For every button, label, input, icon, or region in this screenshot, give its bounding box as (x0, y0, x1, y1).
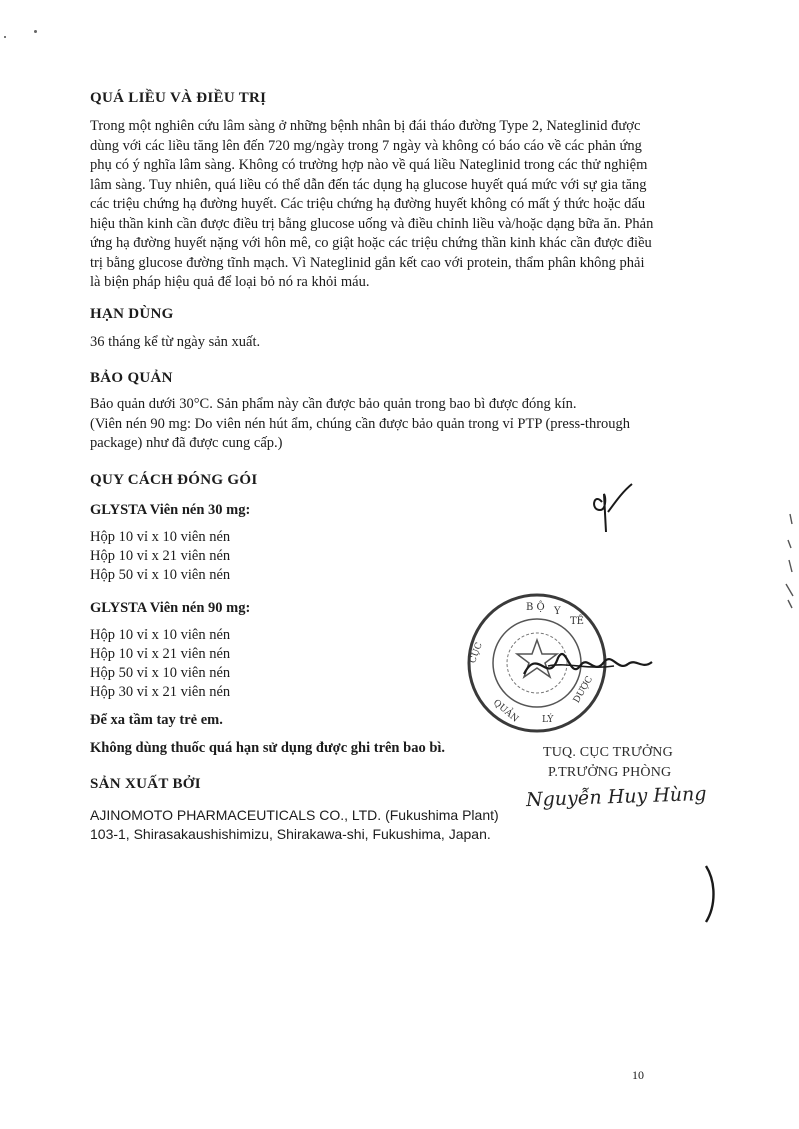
tablet-30mg-list (90, 528, 230, 585)
scan-speck (4, 36, 6, 38)
approval-line-2: P.TRƯỞNG PHÒNG (548, 765, 672, 780)
list-item: Hộp 30 vỉ x 21 viên nén (90, 684, 231, 700)
signer-name: Nguyễn Huy Hùng (525, 782, 707, 812)
manufacturer-name: AJINOMOTO PHARMACEUTICALS CO., LTD. (Fukushima Plant) (90, 807, 499, 823)
overdose-line: các triệu chứng hạ đường huyết. Các triệu chứng hạ đường huyết không có mất ý thức hoặc dấu (90, 196, 646, 212)
shelf-life-text: 36 tháng kể từ ngày sản xuất. (90, 334, 261, 350)
storage-paragraph (90, 395, 722, 454)
expiry-warning: Không dùng thuốc quá hạn sử dụng được ghi trên bao bì. (90, 740, 446, 756)
overdose-line: phụ có ý nghĩa lâm sàng. Không có trường hợp nào về quá liều Nateglinid trong các thử nghiệm (90, 157, 648, 173)
tablet-90mg-list (90, 626, 230, 702)
overdose-line: hiệu thần kinh cần được điều trị bằng glucose uống và điều chỉnh liều và/hoặc dạng bữa ăn. Phản (90, 215, 654, 232)
overdose-line: là biện pháp hiệu quả để loại bỏ nó ra khỏi máu. (90, 274, 370, 290)
list-item: Hộp 10 vỉ x 10 viên nén (90, 627, 231, 643)
list-item: Hộp 10 vỉ x 21 viên nén (90, 646, 231, 662)
edge-artifact-icon (780, 510, 796, 610)
list-item: Hộp 50 vỉ x 10 viên nén (90, 567, 231, 583)
list-item: Hộp 50 vỉ x 10 viên nén (90, 665, 231, 681)
page-number: 10 (632, 1068, 644, 1082)
margin-mark-icon (700, 862, 720, 926)
storage-line: package) như đã được cung cấp.) (90, 435, 283, 451)
svg-text:B Ộ: B Ộ (526, 602, 545, 613)
packaging-heading: QUY CÁCH ĐÓNG GÓI (90, 472, 258, 488)
overdose-line: lâm sàng. Tuy nhiên, quá liều có thể dẫn đến tác dụng hạ glucose huyết quá mức với sự gia tăng (90, 176, 647, 193)
overdose-heading: QUÁ LIỀU VÀ ĐIỀU TRỊ (90, 90, 267, 106)
overdose-line: trị bằng glucose đường tĩnh mạch. Vì Nateglinid gắn kết cao với protein, thẩm phân không phải (90, 254, 645, 271)
storage-line: Bảo quản dưới 30°C. Sản phẩm này cần được bảo quản trong bao bì được đóng kín. (90, 396, 577, 412)
svg-text:TẾ: TẾ (570, 616, 584, 627)
shelf-life-heading: HẠN DÙNG (90, 306, 174, 322)
manufacturer-address: 103-1, Shirasakaushishimizu, Shirakawa-shi, Fukushima, Japan. (90, 826, 491, 842)
storage-heading: BẢO QUẢN (90, 370, 173, 386)
approval-line-1: TUQ. CỤC TRƯỞNG (543, 745, 673, 760)
tablet-30mg-title: GLYSTA Viên nén 30 mg: (90, 502, 251, 518)
svg-text:Y: Y (554, 606, 561, 617)
initials-mark-icon (588, 480, 638, 540)
manufacturer-heading: SẢN XUẤT BỞI (90, 776, 201, 792)
svg-text:LÝ: LÝ (542, 715, 554, 725)
scan-speck (34, 30, 37, 33)
svg-text:DƯỢC: DƯỢC (571, 674, 596, 705)
overdose-line: Trong một nghiên cứu lâm sàng ở những bệnh nhân bị đái tháo đường Type 2, Nateglinid được (90, 118, 641, 134)
signature-icon (518, 636, 668, 696)
tablet-90mg-title: GLYSTA Viên nén 90 mg: (90, 600, 251, 616)
svg-text:QUẢN: QUẢN (491, 698, 520, 725)
child-warning: Để xa tầm tay trẻ em. (90, 712, 223, 728)
overdose-line: dùng với các liều tăng lên đến 720 mg/ngày trong 7 ngày và không có báo cáo về các phản ứng (90, 137, 642, 154)
overdose-line: ứng hạ đường huyết nặng với hôn mê, co giật hoặc các triệu chứng thần kinh khác cần được điều (90, 235, 652, 251)
storage-line: (Viên nén 90 mg: Do viên nén hút ẩm, chúng cần được bảo quản trong vỉ PTP (press-through (90, 415, 631, 432)
list-item: Hộp 10 vỉ x 21 viên nén (90, 548, 231, 564)
svg-text:CỤC: CỤC (468, 641, 485, 665)
overdose-paragraph (90, 117, 722, 293)
list-item: Hộp 10 vỉ x 10 viên nén (90, 529, 231, 545)
